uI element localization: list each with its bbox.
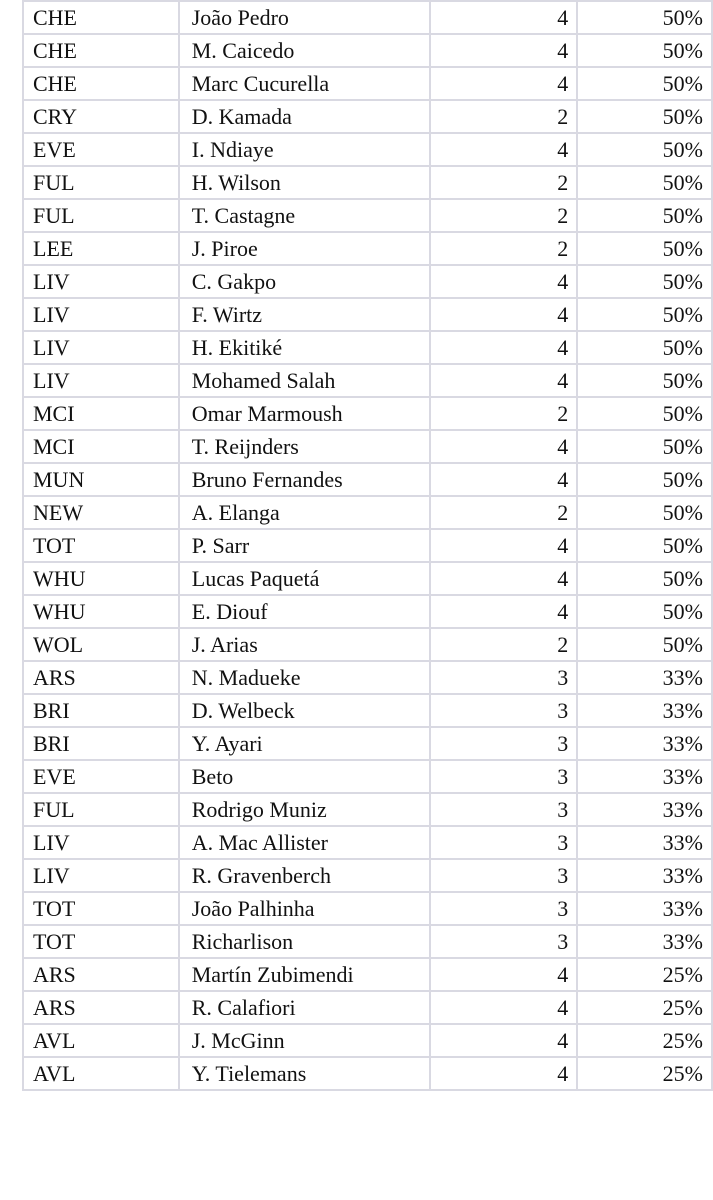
table-row	[23, 166, 712, 199]
player-cell[interactable]: R. Calafiori	[179, 991, 430, 1024]
count-cell[interactable]: 4	[430, 133, 578, 166]
team-cell[interactable]: EVE	[23, 760, 179, 793]
percentage-cell[interactable]: 50%	[577, 628, 712, 661]
player-cell[interactable]: P. Sarr	[179, 529, 430, 562]
count-cell[interactable]: 4	[430, 1, 578, 34]
percentage-cell[interactable]: 33%	[577, 892, 712, 925]
player-cell[interactable]: J. Arias	[179, 628, 430, 661]
count-cell[interactable]: 2	[430, 397, 578, 430]
team-cell[interactable]: NEW	[23, 496, 179, 529]
count-cell[interactable]: 2	[430, 166, 578, 199]
player-cell[interactable]: João Palhinha	[179, 892, 430, 925]
table-row	[23, 661, 712, 694]
count-cell[interactable]: 4	[430, 595, 578, 628]
table-row	[23, 595, 712, 628]
count-cell[interactable]: 3	[430, 826, 578, 859]
table-row	[23, 1024, 712, 1057]
player-cell[interactable]: Omar Marmoush	[179, 397, 430, 430]
team-cell[interactable]: CRY	[23, 100, 179, 133]
count-cell[interactable]: 4	[430, 529, 578, 562]
count-cell[interactable]: 3	[430, 760, 578, 793]
table-row	[23, 628, 712, 661]
percentage-cell[interactable]: 50%	[577, 331, 712, 364]
team-cell[interactable]: MCI	[23, 397, 179, 430]
table-row	[23, 991, 712, 1024]
count-cell[interactable]: 3	[430, 859, 578, 892]
percentage-cell[interactable]: 50%	[577, 265, 712, 298]
team-cell[interactable]: FUL	[23, 199, 179, 232]
percentage-cell[interactable]: 50%	[577, 430, 712, 463]
count-cell[interactable]: 3	[430, 892, 578, 925]
player-cell[interactable]: T. Reijnders	[179, 430, 430, 463]
team-cell[interactable]: WHU	[23, 562, 179, 595]
count-cell[interactable]: 4	[430, 67, 578, 100]
team-cell[interactable]: ARS	[23, 991, 179, 1024]
table-row	[23, 463, 712, 496]
table-row	[23, 496, 712, 529]
percentage-cell[interactable]: 50%	[577, 133, 712, 166]
table-row	[23, 1057, 712, 1090]
table-row	[23, 430, 712, 463]
player-cell[interactable]: Rodrigo Muniz	[179, 793, 430, 826]
player-cell[interactable]: Marc Cucurella	[179, 67, 430, 100]
player-cell[interactable]: Richarlison	[179, 925, 430, 958]
count-cell[interactable]: 4	[430, 364, 578, 397]
team-cell[interactable]: LEE	[23, 232, 179, 265]
player-cell[interactable]: Mohamed Salah	[179, 364, 430, 397]
percentage-cell[interactable]: 33%	[577, 925, 712, 958]
percentage-cell[interactable]: 50%	[577, 397, 712, 430]
player-cell[interactable]: F. Wirtz	[179, 298, 430, 331]
table-row	[23, 133, 712, 166]
count-cell[interactable]: 3	[430, 694, 578, 727]
count-cell[interactable]: 3	[430, 793, 578, 826]
percentage-cell[interactable]: 33%	[577, 661, 712, 694]
team-cell[interactable]: CHE	[23, 1, 179, 34]
count-cell[interactable]: 2	[430, 199, 578, 232]
team-cell[interactable]: FUL	[23, 793, 179, 826]
team-cell[interactable]: AVL	[23, 1057, 179, 1090]
table-row	[23, 562, 712, 595]
player-cell[interactable]: Martín Zubimendi	[179, 958, 430, 991]
team-cell[interactable]: LIV	[23, 265, 179, 298]
percentage-cell[interactable]: 25%	[577, 991, 712, 1024]
count-cell[interactable]: 4	[430, 34, 578, 67]
table-row	[23, 331, 712, 364]
count-cell[interactable]: 3	[430, 661, 578, 694]
percentage-cell[interactable]: 50%	[577, 364, 712, 397]
count-cell[interactable]: 2	[430, 628, 578, 661]
player-cell[interactable]: João Pedro	[179, 1, 430, 34]
percentage-cell[interactable]: 50%	[577, 67, 712, 100]
table-row	[23, 34, 712, 67]
table-row	[23, 397, 712, 430]
player-cell[interactable]: A. Elanga	[179, 496, 430, 529]
count-cell[interactable]: 4	[430, 298, 578, 331]
percentage-cell[interactable]: 50%	[577, 298, 712, 331]
team-cell[interactable]: WHU	[23, 595, 179, 628]
percentage-cell[interactable]: 50%	[577, 1, 712, 34]
team-cell[interactable]: WOL	[23, 628, 179, 661]
team-cell[interactable]: TOT	[23, 892, 179, 925]
percentage-cell[interactable]: 50%	[577, 34, 712, 67]
count-cell[interactable]: 4	[430, 991, 578, 1024]
player-cell[interactable]: Beto	[179, 760, 430, 793]
table-row	[23, 826, 712, 859]
team-cell[interactable]: TOT	[23, 529, 179, 562]
player-stats-table	[22, 0, 713, 1091]
count-cell[interactable]: 2	[430, 100, 578, 133]
table-row	[23, 364, 712, 397]
player-cell[interactable]: H. Ekitiké	[179, 331, 430, 364]
team-cell[interactable]: CHE	[23, 34, 179, 67]
count-cell[interactable]: 4	[430, 562, 578, 595]
count-cell[interactable]: 4	[430, 958, 578, 991]
table-row	[23, 100, 712, 133]
table-row	[23, 199, 712, 232]
percentage-cell[interactable]: 50%	[577, 562, 712, 595]
table-row	[23, 1, 712, 34]
team-cell[interactable]: TOT	[23, 925, 179, 958]
count-cell[interactable]: 3	[430, 727, 578, 760]
team-cell[interactable]: BRI	[23, 727, 179, 760]
team-cell[interactable]: LIV	[23, 298, 179, 331]
count-cell[interactable]: 4	[430, 463, 578, 496]
player-cell[interactable]: H. Wilson	[179, 166, 430, 199]
table-row	[23, 925, 712, 958]
player-cell[interactable]: I. Ndiaye	[179, 133, 430, 166]
table-row	[23, 529, 712, 562]
percentage-cell[interactable]: 50%	[577, 232, 712, 265]
team-cell[interactable]: CHE	[23, 67, 179, 100]
count-cell[interactable]: 2	[430, 232, 578, 265]
player-cell[interactable]: C. Gakpo	[179, 265, 430, 298]
player-cell[interactable]: J. Piroe	[179, 232, 430, 265]
player-cell[interactable]: E. Diouf	[179, 595, 430, 628]
table-row	[23, 694, 712, 727]
percentage-cell[interactable]: 33%	[577, 859, 712, 892]
table-row	[23, 892, 712, 925]
player-cell[interactable]: J. McGinn	[179, 1024, 430, 1057]
percentage-cell[interactable]: 50%	[577, 100, 712, 133]
player-cell[interactable]: D. Kamada	[179, 100, 430, 133]
player-cell[interactable]: N. Madueke	[179, 661, 430, 694]
percentage-cell[interactable]: 50%	[577, 199, 712, 232]
count-cell[interactable]: 4	[430, 331, 578, 364]
percentage-cell[interactable]: 50%	[577, 595, 712, 628]
percentage-cell[interactable]: 25%	[577, 958, 712, 991]
percentage-cell[interactable]: 33%	[577, 793, 712, 826]
percentage-cell[interactable]: 33%	[577, 760, 712, 793]
table-row	[23, 958, 712, 991]
team-cell[interactable]: ARS	[23, 958, 179, 991]
count-cell[interactable]: 3	[430, 925, 578, 958]
player-cell[interactable]: R. Gravenberch	[179, 859, 430, 892]
team-cell[interactable]: AVL	[23, 1024, 179, 1057]
team-cell[interactable]: BRI	[23, 694, 179, 727]
count-cell[interactable]: 4	[430, 265, 578, 298]
table-row	[23, 67, 712, 100]
team-cell[interactable]: MCI	[23, 430, 179, 463]
team-cell[interactable]: ARS	[23, 661, 179, 694]
table-row	[23, 265, 712, 298]
table-row	[23, 727, 712, 760]
percentage-cell[interactable]: 50%	[577, 496, 712, 529]
player-cell[interactable]: Lucas Paquetá	[179, 562, 430, 595]
count-cell[interactable]: 4	[430, 1024, 578, 1057]
table-row	[23, 298, 712, 331]
table-row	[23, 793, 712, 826]
percentage-cell[interactable]: 50%	[577, 463, 712, 496]
count-cell[interactable]: 2	[430, 496, 578, 529]
player-cell[interactable]: A. Mac Allister	[179, 826, 430, 859]
percentage-cell[interactable]: 25%	[577, 1024, 712, 1057]
percentage-cell[interactable]: 25%	[577, 1057, 712, 1090]
team-cell[interactable]: FUL	[23, 166, 179, 199]
player-cell[interactable]: Y. Ayari	[179, 727, 430, 760]
player-cell[interactable]: T. Castagne	[179, 199, 430, 232]
percentage-cell[interactable]: 33%	[577, 727, 712, 760]
player-cell[interactable]: M. Caicedo	[179, 34, 430, 67]
table-row	[23, 760, 712, 793]
count-cell[interactable]: 4	[430, 430, 578, 463]
table-row	[23, 859, 712, 892]
count-cell[interactable]: 4	[430, 1057, 578, 1090]
percentage-cell[interactable]: 50%	[577, 529, 712, 562]
table-row	[23, 232, 712, 265]
player-cell[interactable]: D. Welbeck	[179, 694, 430, 727]
percentage-cell[interactable]: 33%	[577, 694, 712, 727]
team-cell[interactable]: EVE	[23, 133, 179, 166]
player-cell[interactable]: Y. Tielemans	[179, 1057, 430, 1090]
team-cell[interactable]: LIV	[23, 364, 179, 397]
percentage-cell[interactable]: 33%	[577, 826, 712, 859]
team-cell[interactable]: MUN	[23, 463, 179, 496]
team-cell[interactable]: LIV	[23, 826, 179, 859]
team-cell[interactable]: LIV	[23, 331, 179, 364]
team-cell[interactable]: LIV	[23, 859, 179, 892]
player-cell[interactable]: Bruno Fernandes	[179, 463, 430, 496]
percentage-cell[interactable]: 50%	[577, 166, 712, 199]
